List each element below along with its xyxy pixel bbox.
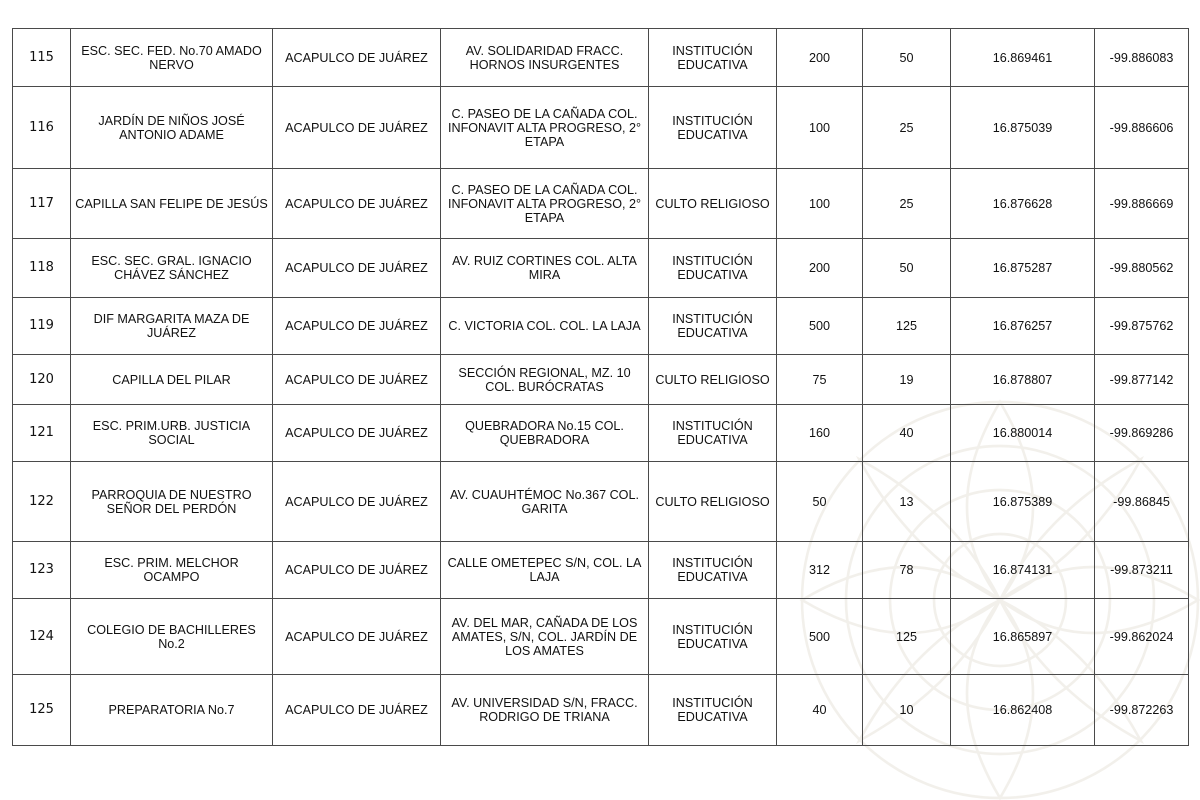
site-name-cell: ESC. PRIM. MELCHOR OCAMPO (71, 542, 273, 599)
allocation-cell: 50 (863, 29, 951, 87)
table-row (13, 542, 1189, 599)
capacity-cell: 75 (777, 355, 863, 405)
address-cell: SECCIÓN REGIONAL, MZ. 10 COL. BURÓCRATAS (441, 355, 649, 405)
latitude-cell: 16.875287 (951, 239, 1095, 298)
row-number-cell: 121 (13, 405, 71, 462)
allocation-cell: 19 (863, 355, 951, 405)
table-row (13, 599, 1189, 675)
site-name-cell: PARROQUIA DE NUESTRO SEÑOR DEL PERDÓN (71, 462, 273, 542)
address-cell: C. VICTORIA COL. COL. LA LAJA (441, 298, 649, 355)
row-number-cell: 119 (13, 298, 71, 355)
table-row (13, 29, 1189, 87)
latitude-cell: 16.880014 (951, 405, 1095, 462)
address-cell: C. PASEO DE LA CAÑADA COL. INFONAVIT ALTA PROGRESO, 2° ETAPA (441, 169, 649, 239)
capacity-cell: 100 (777, 169, 863, 239)
site-name-cell: CAPILLA DEL PILAR (71, 355, 273, 405)
address-cell: C. PASEO DE LA CAÑADA COL. INFONAVIT ALTA PROGRESO, 2° ETAPA (441, 87, 649, 169)
site-type-cell: CULTO RELIGIOSO (649, 462, 777, 542)
site-name-cell: JARDÍN DE NIÑOS JOSÉ ANTONIO ADAME (71, 87, 273, 169)
address-cell: CALLE OMETEPEC S/N, COL. LA LAJA (441, 542, 649, 599)
address-cell: AV. UNIVERSIDAD S/N, FRACC. RODRIGO DE TRIANA (441, 675, 649, 746)
row-number-cell: 122 (13, 462, 71, 542)
site-type-cell: INSTITUCIÓN EDUCATIVA (649, 542, 777, 599)
site-type-cell: CULTO RELIGIOSO (649, 355, 777, 405)
municipality-cell: ACAPULCO DE JUÁREZ (273, 405, 441, 462)
allocation-cell: 10 (863, 675, 951, 746)
allocation-cell: 25 (863, 87, 951, 169)
longitude-cell: -99.875762 (1095, 298, 1189, 355)
municipality-cell: ACAPULCO DE JUÁREZ (273, 29, 441, 87)
longitude-cell: -99.862024 (1095, 599, 1189, 675)
longitude-cell: -99.886606 (1095, 87, 1189, 169)
latitude-cell: 16.862408 (951, 675, 1095, 746)
allocation-cell: 40 (863, 405, 951, 462)
site-name-cell: ESC. SEC. FED. No.70 AMADO NERVO (71, 29, 273, 87)
capacity-cell: 200 (777, 239, 863, 298)
row-number-cell: 118 (13, 239, 71, 298)
longitude-cell: -99.880562 (1095, 239, 1189, 298)
site-type-cell: INSTITUCIÓN EDUCATIVA (649, 405, 777, 462)
address-cell: AV. CUAUHTÉMOC No.367 COL. GARITA (441, 462, 649, 542)
allocation-cell: 125 (863, 298, 951, 355)
site-name-cell: CAPILLA SAN FELIPE DE JESÚS (71, 169, 273, 239)
site-name-cell: ESC. SEC. GRAL. IGNACIO CHÁVEZ SÁNCHEZ (71, 239, 273, 298)
municipality-cell: ACAPULCO DE JUÁREZ (273, 462, 441, 542)
site-type-cell: INSTITUCIÓN EDUCATIVA (649, 239, 777, 298)
latitude-cell: 16.869461 (951, 29, 1095, 87)
municipality-cell: ACAPULCO DE JUÁREZ (273, 87, 441, 169)
latitude-cell: 16.865897 (951, 599, 1095, 675)
municipality-cell: ACAPULCO DE JUÁREZ (273, 239, 441, 298)
latitude-cell: 16.878807 (951, 355, 1095, 405)
site-type-cell: INSTITUCIÓN EDUCATIVA (649, 87, 777, 169)
address-cell: AV. DEL MAR, CAÑADA DE LOS AMATES, S/N, COL. JARDÍN DE LOS AMATES (441, 599, 649, 675)
capacity-cell: 40 (777, 675, 863, 746)
latitude-cell: 16.875389 (951, 462, 1095, 542)
municipality-cell: ACAPULCO DE JUÁREZ (273, 355, 441, 405)
longitude-cell: -99.886669 (1095, 169, 1189, 239)
latitude-cell: 16.874131 (951, 542, 1095, 599)
municipality-cell: ACAPULCO DE JUÁREZ (273, 169, 441, 239)
allocation-cell: 78 (863, 542, 951, 599)
municipality-cell: ACAPULCO DE JUÁREZ (273, 542, 441, 599)
allocation-cell: 125 (863, 599, 951, 675)
row-number-cell: 125 (13, 675, 71, 746)
capacity-cell: 50 (777, 462, 863, 542)
capacity-cell: 500 (777, 298, 863, 355)
table-row (13, 462, 1189, 542)
table-row (13, 169, 1189, 239)
latitude-cell: 16.876257 (951, 298, 1095, 355)
table-row (13, 298, 1189, 355)
longitude-cell: -99.872263 (1095, 675, 1189, 746)
municipality-cell: ACAPULCO DE JUÁREZ (273, 675, 441, 746)
capacity-cell: 160 (777, 405, 863, 462)
capacity-cell: 500 (777, 599, 863, 675)
table-row (13, 675, 1189, 746)
capacity-cell: 100 (777, 87, 863, 169)
allocation-cell: 50 (863, 239, 951, 298)
site-type-cell: INSTITUCIÓN EDUCATIVA (649, 599, 777, 675)
address-cell: AV. RUIZ CORTINES COL. ALTA MIRA (441, 239, 649, 298)
table-row (13, 87, 1189, 169)
allocation-cell: 25 (863, 169, 951, 239)
site-type-cell: CULTO RELIGIOSO (649, 169, 777, 239)
municipality-cell: ACAPULCO DE JUÁREZ (273, 298, 441, 355)
address-cell: QUEBRADORA No.15 COL. QUEBRADORA (441, 405, 649, 462)
capacity-cell: 312 (777, 542, 863, 599)
site-name-cell: COLEGIO DE BACHILLERES No.2 (71, 599, 273, 675)
row-number-cell: 120 (13, 355, 71, 405)
longitude-cell: -99.873211 (1095, 542, 1189, 599)
row-number-cell: 124 (13, 599, 71, 675)
latitude-cell: 16.876628 (951, 169, 1095, 239)
site-name-cell: PREPARATORIA No.7 (71, 675, 273, 746)
latitude-cell: 16.875039 (951, 87, 1095, 169)
table-row (13, 355, 1189, 405)
row-number-cell: 116 (13, 87, 71, 169)
site-name-cell: ESC. PRIM.URB. JUSTICIA SOCIAL (71, 405, 273, 462)
allocation-cell: 13 (863, 462, 951, 542)
site-type-cell: INSTITUCIÓN EDUCATIVA (649, 298, 777, 355)
longitude-cell: -99.86845 (1095, 462, 1189, 542)
row-number-cell: 117 (13, 169, 71, 239)
sites-table (12, 28, 1189, 746)
capacity-cell: 200 (777, 29, 863, 87)
site-type-cell: INSTITUCIÓN EDUCATIVA (649, 675, 777, 746)
longitude-cell: -99.886083 (1095, 29, 1189, 87)
table-body (13, 29, 1189, 746)
municipality-cell: ACAPULCO DE JUÁREZ (273, 599, 441, 675)
site-name-cell: DIF MARGARITA MAZA DE JUÁREZ (71, 298, 273, 355)
address-cell: AV. SOLIDARIDAD FRACC. HORNOS INSURGENTES (441, 29, 649, 87)
row-number-cell: 115 (13, 29, 71, 87)
table-row (13, 239, 1189, 298)
longitude-cell: -99.877142 (1095, 355, 1189, 405)
row-number-cell: 123 (13, 542, 71, 599)
site-type-cell: INSTITUCIÓN EDUCATIVA (649, 29, 777, 87)
table-row (13, 405, 1189, 462)
longitude-cell: -99.869286 (1095, 405, 1189, 462)
